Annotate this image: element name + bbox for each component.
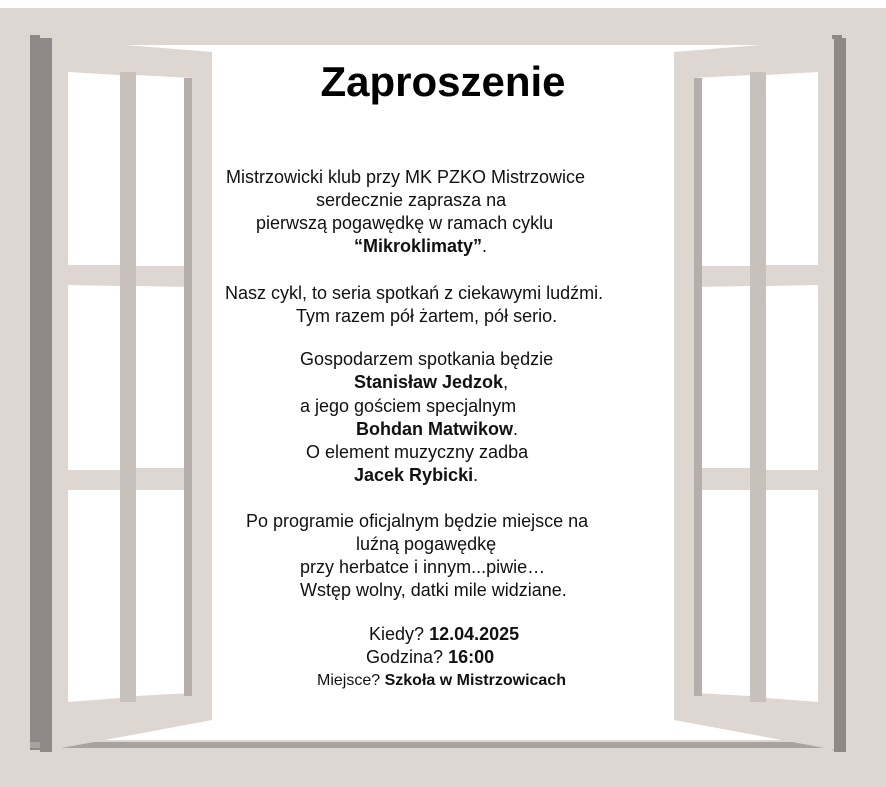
- musician-line: Jacek Rybicki.: [354, 465, 479, 485]
- time-line: [366, 647, 494, 668]
- series-line: pierwszą pogawędkę w ramach cyklu: [256, 213, 554, 233]
- series-tone: Tym razem pół żartem, pół serio.: [296, 306, 558, 326]
- when-label: Kiedy?: [369, 624, 425, 644]
- host-name: Stanisław Jedzok: [354, 372, 504, 392]
- guest-intro: a jego gościem specjalnym: [300, 396, 517, 416]
- host-intro: Gospodarzem spotkania będzie: [300, 349, 554, 369]
- place-value: Szkoła w Mistrzowicach: [384, 672, 566, 689]
- guest-name: Bohdan Matwikow: [356, 419, 513, 439]
- series-name-line: “Mikroklimaty”.: [354, 236, 488, 256]
- chat-line: luźną pogawędkę: [356, 534, 497, 554]
- entry-line: Wstęp wolny, datki mile widziane.: [300, 580, 567, 600]
- when-value: 12.04.2025: [429, 624, 520, 644]
- place-label: Miejsce?: [317, 672, 381, 689]
- tea-line: przy herbatce i innym...piwie…: [300, 557, 546, 577]
- series-description: Nasz cykl, to seria spotkań z ciekawymi ludźmi.: [225, 283, 604, 303]
- time-value: 16:00: [448, 647, 495, 667]
- invites-line: serdecznie zaprasza na: [316, 190, 507, 210]
- music-intro: O element muzyczny zadba: [306, 442, 529, 462]
- time-label: Godzina?: [366, 647, 444, 667]
- place-line: [317, 672, 566, 690]
- right-sash: [674, 38, 846, 752]
- invitation-content: [200, 0, 686, 787]
- when-line: [369, 624, 519, 645]
- invitation-title: Zaproszenie: [320, 58, 566, 105]
- left-sash: [40, 38, 212, 752]
- host-line: Stanisław Jedzok,: [354, 372, 509, 392]
- club-line: Mistrzowicki klub przy MK PZKO Mistrzowice: [226, 167, 586, 187]
- musician-name: Jacek Rybicki: [354, 465, 474, 485]
- after-program-line: Po programie oficjalnym będzie miejsce na: [246, 511, 589, 531]
- guest-line: Bohdan Matwikow.: [356, 419, 519, 439]
- frame-shadow-left: [30, 35, 40, 750]
- series-name: “Mikroklimaty”: [354, 236, 483, 256]
